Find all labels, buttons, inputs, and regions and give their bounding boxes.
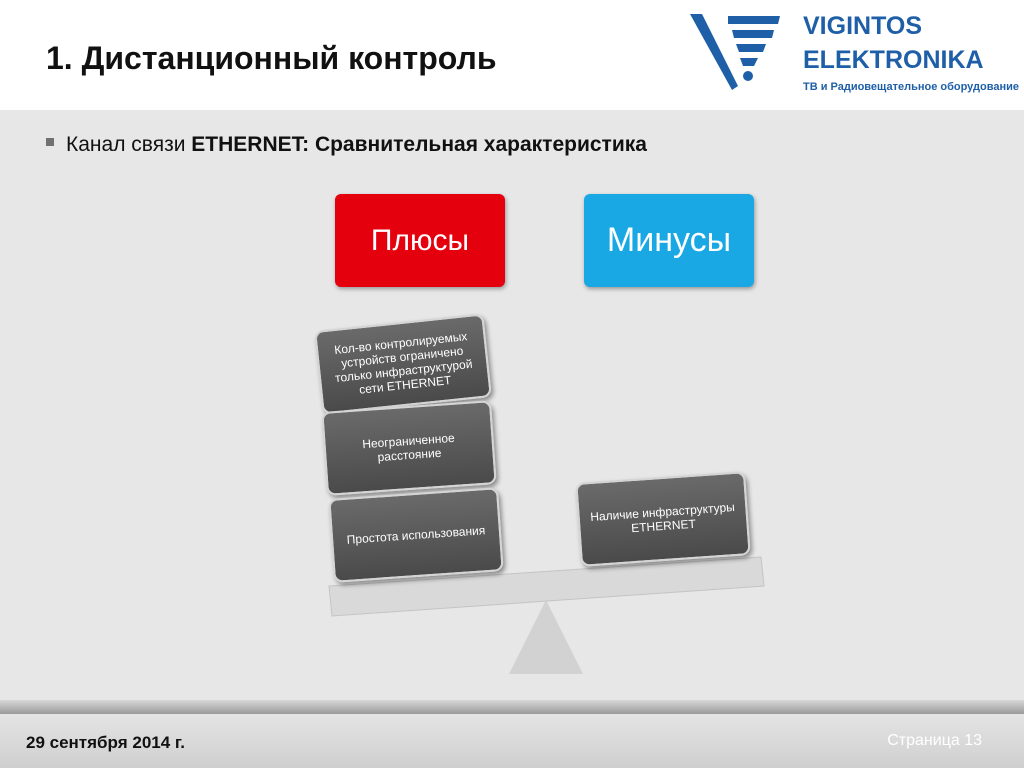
pros-item: Кол-во контролируемых устройств ограничено только инфраструктурой сети ETHERNET: [314, 313, 492, 414]
pros-item: Неограниченное расстояние: [321, 400, 496, 496]
pros-item: Простота использования: [328, 487, 503, 583]
slide-title: 1. Дистанционный контроль: [46, 40, 497, 76]
scale-fulcrum: [509, 600, 583, 674]
bullet-bold-text: ETHERNET: Сравнительная характеристика: [191, 133, 647, 156]
pros-header: Плюсы: [335, 194, 505, 287]
page-number: Страница 13: [887, 732, 982, 749]
logo-name-line2: ELEKTRONIKA: [803, 46, 984, 74]
footer-date: 29 сентября 2014 г.: [26, 733, 186, 752]
cons-item: Наличие инфраструктуры ETHERNET: [575, 471, 750, 567]
logo-tagline: ТВ и Радиовещательное оборудование: [803, 81, 1019, 93]
bullet-text: Канал связи: [66, 133, 192, 156]
logo-name-line1: VIGINTOS: [803, 12, 923, 40]
cons-header: Минусы: [584, 194, 754, 287]
footer-divider: [0, 700, 1024, 714]
